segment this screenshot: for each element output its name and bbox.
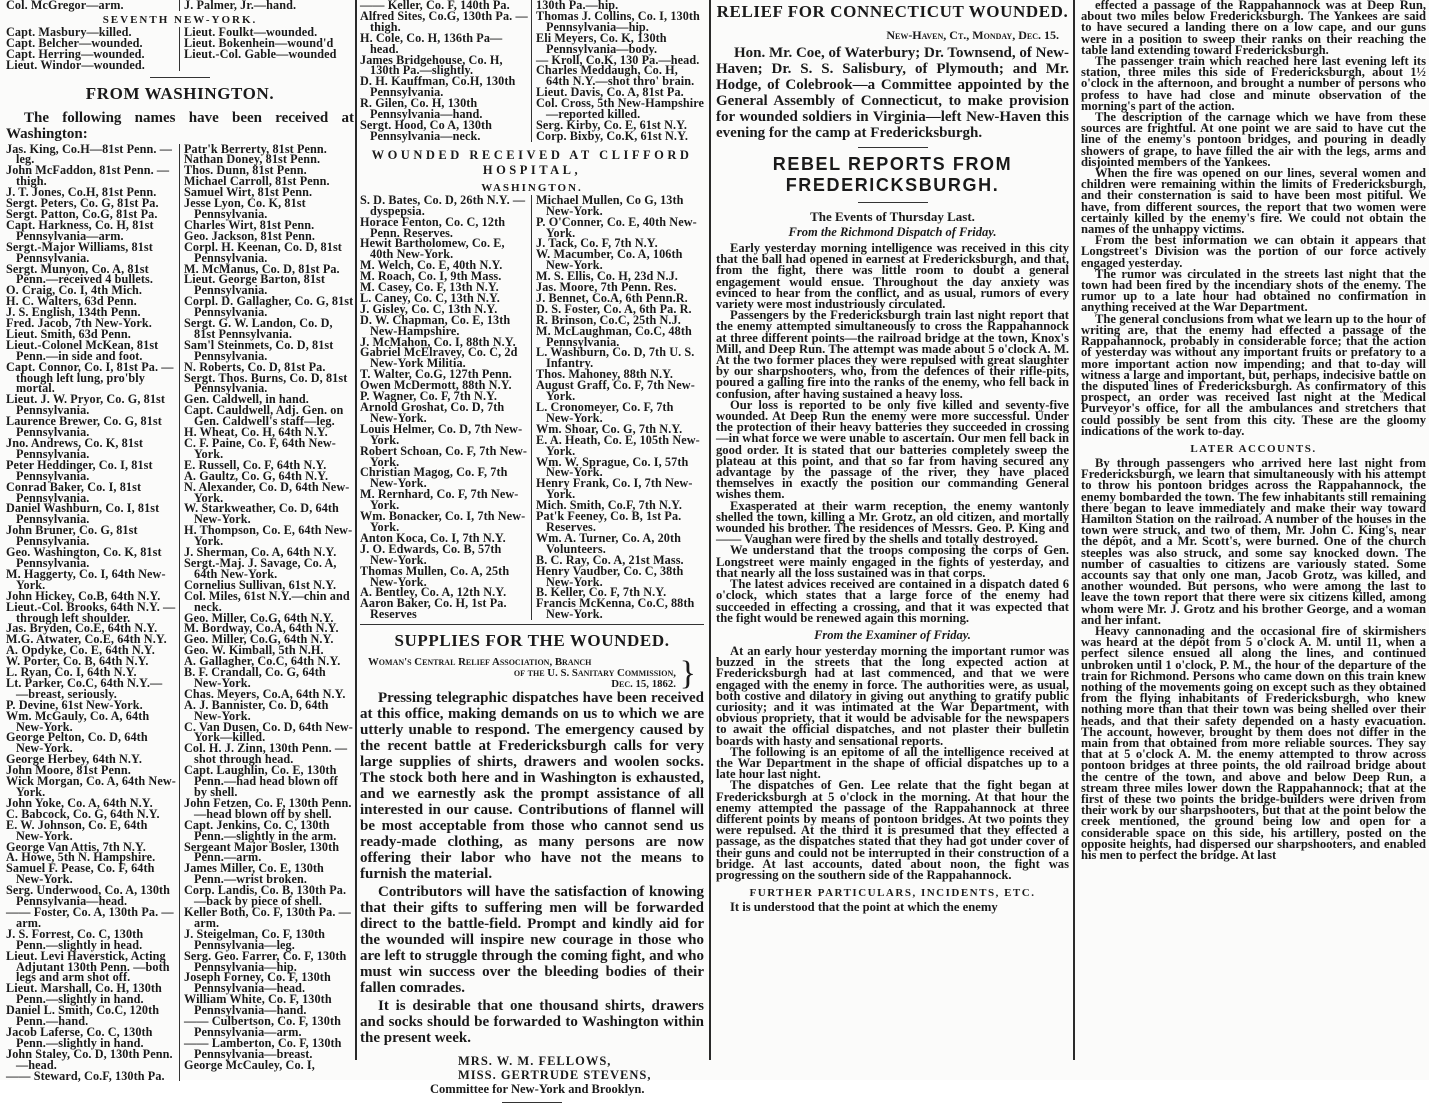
casualty-entry: Robert Schoan, Co. F, 7th New-York. xyxy=(360,443,528,469)
casualty-entry: Wm. Bonacker, Co. I, 7th New-York. xyxy=(360,509,526,534)
supplies-article xyxy=(360,624,704,1103)
casualty-entry: M. Bordway, Co.A, 64th N.Y. xyxy=(184,621,339,636)
column-rule xyxy=(355,0,357,1060)
casualty-entry: Hewit Bartholomew, Co. E, 40th New-York. xyxy=(360,236,505,262)
article-paragraph: Early yesterday morning intelligence was received in this city that the ball had opened in earnest at Fredericksburgh, and that, from the fight, there was little room to doubt a general engagement would ensue. Throughout the day anxiety was evinced to hear from the conflict, and as usual, rumors of every variety were most industriously circulated. xyxy=(716,241,1069,312)
section-heading-seventh-ny: SEVENTH NEW-YORK. xyxy=(102,13,258,26)
casualty-entry: M. McLaughman, Co.C, 48th Pennsylvania. xyxy=(536,323,692,349)
casualty-entry: L. Cronomeyer, Co. F, 7th New-York. xyxy=(536,400,674,425)
casualty-entry: Serg. Underwood, Co. A, 130th Pennsylvania—head. xyxy=(6,883,171,909)
casualty-entry: Thos. Dunn, 81st Penn. xyxy=(184,163,307,178)
article-paragraph: Contributors will have the satisfaction of knowing that their gifts to suffering men will be forwarded direct to the battle-field. Prompt and kindly aid for the wounded will inspire new courage in those who are left to struggle through the coming fight, and who must win success over the bleeding bodies of their fallen comrades. xyxy=(360,884,704,997)
casualty-entry: W. Starkweather, Co. D, 64th New-York. xyxy=(184,501,339,527)
casualty-entry: George McCauley, Co. I, xyxy=(184,1057,315,1072)
casualty-entry: John Moore, 81st Penn. xyxy=(6,763,131,778)
org-line: of the U. S. Sanitary Commission, xyxy=(513,667,676,680)
casualty-entry: Lieut.-Colonel McKean, 81st Penn.—in side and foot. xyxy=(6,337,159,363)
casualty-entry: H. Wheat, Co. H, 64th N.Y. xyxy=(184,425,328,440)
casualty-entry: Jacob Laferse, Co. C, 130th Penn.—slightly in hand. xyxy=(6,1024,153,1050)
casualty-entry: Nathan Doney, 81st Penn. xyxy=(184,152,321,167)
casualty-entry: Jno. Andrews, Co. K, 81st Pennsylvania. xyxy=(6,436,144,461)
article-paragraph: The rumor was circulated in the streets last night that the town had been fired by the incendiary shots of the enemy. The rumor up to a late hour had obtained no confirmation in anything received at the War Department. xyxy=(1081,266,1426,315)
article-paragraph: The following is an epitome of all the intelligence received at the War Department in the shape of official dispatches up to a late hour last night. xyxy=(716,744,1069,782)
casualty-entry: Col. Miles, 61st N.Y.—chin and neck. xyxy=(184,588,350,614)
casualty-entry: C. Babcock, Co. G, 64th N.Y. xyxy=(6,806,160,821)
casualty-entry: Lieut. J. W. Pryor, Co. G, 81st Pennsylvania. xyxy=(6,392,166,418)
casualty-entry: Corpl. D. Gallagher, Co. G, 81st Pennsylvania. xyxy=(184,294,354,320)
casualty-entry: P. Devine, 61st New-York. xyxy=(6,697,143,712)
casualty-entry: Aaron Baker, Co. H, 1st Pa. Reserves xyxy=(360,596,507,622)
casualty-entry: Col. Cross, 5th New-Hampshire—reported killed. xyxy=(536,96,704,122)
casualty-entry: D. W. Chapman, Co. E, 13th New-Hampshire. xyxy=(360,312,511,338)
casualty-entry: E. W. Johnson, Co. E, 64th New-York. xyxy=(6,817,148,843)
continued-casualty-list xyxy=(360,0,704,142)
casualty-entry: D. H. Kauffman, Co.H, 130th Pennsylvania. xyxy=(360,74,516,100)
casualty-entry: C. Van Dusen, Co. D, 64th New-York—killed. xyxy=(184,719,353,745)
casualty-entry: Capt. Laughlin, Co. E, 130th Penn.—had head blown off by shell. xyxy=(184,763,338,799)
casualty-entry: E. Russell, Co. F, 64th N.Y. xyxy=(184,457,327,472)
casualty-entry: J. Steigelman, Co. F, 130th Pennsylvania—leg. xyxy=(184,926,326,952)
casualty-entry: Charles Meddaugh, Co. H, 64th N.Y.—shot thro' brain. xyxy=(536,63,695,89)
article-paragraph: At an early hour yesterday morning the important rumor was buzzed in the streets that the long expected action at Fredericksburgh had at last commenced, and that we were engaged with the enemy in force. The authorities were, as usual, both costive and dilatory in giving out anything to gratify public curiosity; and it was intimated at the War Department, with obvious propriety, that it would be advisable for the newspapers to await the official dispatches, and not plaster their bulletin boards with hasty and sensational reports. xyxy=(716,643,1069,748)
later-accounts-body xyxy=(1081,455,1426,863)
article-paragraph: From the best information we can obtain it appears that Longstreet's Division was the portion of our force actively engaged yesterday. xyxy=(1081,233,1426,270)
casualty-entry: Geo. Washington, Co. K, 81st Pennsylvania. xyxy=(6,545,162,570)
casualty-entry: —— Keller, Co. F, 140th Pa. xyxy=(360,0,510,12)
column-4 xyxy=(1081,0,1426,1080)
article-paragraph: The latest advices received are contained in a dispatch dated 6 o'clock, which states that a large force of the enemy had succeeded in effecting a crossing, and that it was expected that the fight would be renewed again this morning. xyxy=(716,577,1069,625)
casualty-entry: Francis McKenna, Co.C, 88th New-York. xyxy=(536,596,695,622)
casualty-entry: Christian Magog, Co. F, 7th New-York. xyxy=(360,465,508,491)
casualty-entry: Geo. Jackson, 81st Penn. xyxy=(184,228,316,243)
article-paragraph: Our loss is reported to be only five killed and seventy-five wounded. At Deep Run the enemy were more successful. Under the protection of their heavy batteries they succeeded in crossing—in what force we were unable to ascertain. Our men fell back in good order. It is stated that our batteries completely sweep the plateau at this point, and that so far from having secured any advantage by the passage of the river, they have placed themselves in exactly the position our commanding General wishes them. xyxy=(716,397,1069,502)
signatory: MRS. W. M. FELLOWS, xyxy=(458,1054,612,1069)
section-heading-rebel-reports: REBEL REPORTS FROM FREDERICKSBURGH. xyxy=(772,154,1013,195)
casualty-entry: Samuel Wirt, 81st Penn. xyxy=(184,185,313,200)
casualty-entry: B. F. Crandall, Co. G, 64th New-York. xyxy=(184,665,326,690)
casualty-entry: —— Culbertson, Co. F, 130th Pennsylvania—arm. xyxy=(184,1014,341,1039)
casualty-entry: M.G. Atwater, Co.E, 64th N.Y. xyxy=(6,632,167,647)
casualty-entry: John Fetzen, Co. F, 130th Penn.—head blown off by shell. xyxy=(184,795,352,821)
casualty-entry: Joseph Forney, Co. F, 130th Pennsylvania—head. xyxy=(184,970,331,996)
examiner-body xyxy=(716,643,1069,882)
casualty-entry: Capt. Belcher—wounded. xyxy=(6,35,143,50)
richmond-dispatch-body xyxy=(716,243,1069,624)
casualty-entry: Laurence Brewer, Co. G, 81st Pennsylvania. xyxy=(6,414,162,440)
casualty-entry: Jesse Lyon, Co. K, 81st Pennsylvania. xyxy=(184,196,306,221)
casualty-entry: John Yoke, Co. A, 64th N.Y. xyxy=(6,795,153,810)
casualty-entry: Geo. Miller, Co.G, 64th N.Y. xyxy=(184,610,334,625)
casualty-entry: P. O'Conner, Co. E, 40th New-York. xyxy=(536,214,697,240)
casualty-entry: M. Welch, Co. E, 40th N.Y. xyxy=(360,258,503,273)
section-heading-from-washington: FROM WASHINGTON. xyxy=(85,83,275,103)
connecticut-dateline: New-Haven, Ct., Monday, Dec. 15. xyxy=(886,28,1059,42)
casualty-entry: C. F. Paine, Co. F, 64th New-York. xyxy=(184,436,336,461)
casualty-entry: Geo. W. Kimball, 5th N.H. xyxy=(184,643,324,658)
casualty-entry: A. Gaultz, Co. G, 64th N.Y. xyxy=(184,468,329,483)
article-paragraph: Exasperated at their warm reception, the enemy wantonly shelled the town, killing a Mr. Grotz, an old citizen, and mortally wounded his brother. The residences of Messrs. Geo. P. King and —— Vaughan were fired by the shells and totally destroyed. xyxy=(716,498,1069,547)
casualty-entry: Lieut.-Col. Gable—wounded xyxy=(184,46,337,61)
casualty-entry: E. A. Heath, Co. E, 105th New-York. xyxy=(536,432,700,458)
casualty-entry: Sergt.-Major Williams, 81st Pennsylvania. xyxy=(6,239,153,265)
casualty-entry: Lieut. Smith, 63d Penn. xyxy=(6,326,131,341)
casualty-entry: M. McManus, Co. D, 81st Pa. xyxy=(184,261,340,276)
casualty-entry: Louis Helmer, Co. D, 7th New-York. xyxy=(360,421,523,447)
casualty-entry: J. McMahon, Co. I, 88th N.Y. xyxy=(360,334,516,349)
casualty-entry: A. Opdyke, Co. E, 64th N.Y. xyxy=(6,643,155,658)
casualty-entry: Sergt. Peters, Co. G, 81st Pa. xyxy=(6,196,159,211)
casualty-entry: Conrad Baker, Co. I, 81st Pennsylvania. xyxy=(6,479,142,505)
casualty-entry: Sergt. Hood, Co A, 130th Pennsylvania—neck. xyxy=(360,117,493,143)
article-paragraph: The dispatches of Gen. Lee relate that the fight began at Fredericksburgh at 5 o'clock in the morning. At that hour the enemy attempted the passage of the Rappahannock at three different points by means of pontoon bridges. At two points they were repulsed. At the third it is presumed that they effected a passage, as the dispatches stated that they had got under cover of their guns and could not be interrupted in their construction of a bridge. At last accounts, dated about noon, the fight was progressing on the southern side of the Rappahannock. xyxy=(716,778,1069,882)
casualty-entry: Sergt. Patton, Co.G, 81st Pa. xyxy=(6,206,158,221)
rebel-subheading: The Events of Thursday Last. xyxy=(810,209,975,224)
casualty-entry: Lieut. Windor—wounded. xyxy=(6,57,145,72)
section-heading-clifford-hospital: WOUNDED RECEIVED AT CLIFFORD HOSPITAL, xyxy=(371,147,693,177)
article-paragraph: The description of the carnage which we have from these sources are frightful. At one point we are said to have cut the line of the enemy's pontoon bridges, and pouring in deadly showers of grape, to have filled the air with the legs, arms and disjointed members of the Yankees. xyxy=(1081,110,1426,169)
casualty-entry: Geo. Miller, Co.G, 64th N.Y. xyxy=(184,632,334,647)
casualty-entry: M. Casey, Co. F, 13th N.Y. xyxy=(360,280,499,295)
casualty-entry: Serg. Kirby, Co. E, 61st N.Y. xyxy=(536,117,688,132)
casualty-entry: Col. H. J. Zinn, 130th Penn. —shot through head. xyxy=(184,741,348,767)
section-heading-further-particulars: FURTHER PARTICULARS, INCIDENTS, ETC. xyxy=(749,887,1036,900)
casualty-entry: Wick Morgan, Co. A, 64th New-York. xyxy=(6,774,176,799)
casualty-entry: Lieut. George Barton, 81st Pennsylvania. xyxy=(184,272,326,298)
article-paragraph: It is desirable that one thousand shirts, drawers and socks should be forwarded to Washington within the present week. xyxy=(360,998,704,1047)
washington-intro: The following names have been received at Washington: xyxy=(6,109,354,142)
casualty-entry: Gen. Caldwell, in hand. xyxy=(184,392,309,407)
casualty-entry: P. Wagner, Co. F, 7th N.Y. xyxy=(360,389,498,404)
section-heading-connecticut: RELIEF FOR CONNECTICUT WOUNDED. xyxy=(716,2,1069,21)
casualty-entry: Fred. Jacob, 7th New-York. xyxy=(6,316,152,331)
casualty-entry: 130th Pa.—hip. xyxy=(536,0,619,12)
casualty-entry: Lieut. Foulkt—wounded. xyxy=(184,24,318,39)
column-1 xyxy=(6,0,354,1083)
casualty-entry: B. C. Ray, Co. A, 21st Mass. xyxy=(536,552,684,567)
casualty-entry: Corp. Bixby, Co.K, 61st N.Y. xyxy=(536,128,689,143)
casualty-entry: Corpl. H. Keenan, Co. D, 81st Pennsylvania. xyxy=(184,239,342,265)
supplies-org-header xyxy=(360,655,704,693)
casualty-entry: J. S. English, 134th Penn. xyxy=(6,305,141,320)
section-divider xyxy=(858,202,928,203)
further-particulars-body: It is understood that the point at which the enemy xyxy=(730,900,998,915)
casualty-list-right xyxy=(180,0,354,11)
connecticut-body: Hon. Mr. Coe, of Waterbury; Dr. Townsend, of New-Haven; Dr. S. S. Salisbury, of Plymouth; and Mr. Hodge, of Colebrook—a Committee appointed by the General Assembly of Connecticut, to make provision for wounded soldiers in Virginia—left New-Haven this evening for the camp at Fredericksburgh. xyxy=(716,45,1069,141)
casualty-entry: Wm. W. Sprague, Co. I, 57th New-York. xyxy=(536,454,689,480)
casualty-entry: Jas. Bryden, Co.E, 64th N.Y. xyxy=(6,621,158,636)
column-rule xyxy=(1073,0,1075,1060)
casualty-entry: S. D. Bates, Co. D, 26th N.Y. —dyspepsia. xyxy=(360,192,526,218)
article-paragraph: Passengers by the Fredericksburgh train last night report that the enemy attempted simultaneously to cross the Rappahannock at three different points—the railroad bridge at the town, Knox's Mill, and Deep Run. The attempt was made about 5 o'clock A. M. At the two former places they were repulsed with great slaughter by our sharpshooters, who, from the defences of their rifle-pits, poured a galling fire into the ranks of the enemy, who fell back in confusion, after having sustained a heavy loss. xyxy=(716,308,1069,401)
casualty-entry: Col. McGregor—arm. xyxy=(6,0,124,12)
brace-icon: } xyxy=(679,655,696,693)
casualty-entry: Alfred Sites, Co.G, 130th Pa. —thigh. xyxy=(360,8,528,34)
section-heading-supplies: SUPPLIES FOR THE WOUNDED. xyxy=(394,631,670,651)
casualty-entry: John Staley, Co. D, 130th Penn.—head. xyxy=(6,1046,173,1072)
casualty-entry: J. S. Forrest, Co. C, 130th Penn.—slightly in head. xyxy=(6,926,144,952)
casualty-entry: —— Foster, Co. A, 130th Pa. —arm. xyxy=(6,904,174,930)
casualty-list-left xyxy=(360,192,532,622)
casualty-entry: Lieut. Levi Haverstick, Acting Adjutant 130th Penn. —both legs and arm shot off. xyxy=(6,948,170,985)
casualty-entry: George Herbey, 64th N.Y. xyxy=(6,752,142,767)
casualty-entry: M. Haggerty, Co. I, 64th New-York. xyxy=(6,566,166,592)
casualty-entry: Patr'k Berrerty, 81st Penn. xyxy=(184,141,327,156)
casualty-entry: Chas. Meyers, Co.A, 64th N.Y. xyxy=(184,686,346,701)
section-divider xyxy=(858,147,928,148)
casualty-list-left xyxy=(360,0,532,142)
casualty-entry: D. S. Foster, Co. A, 6th Pa. R. xyxy=(536,301,692,316)
casualty-entry: H. Thompson, Co. E, 64th New-York. xyxy=(184,523,353,549)
source-examiner: From the Examiner of Friday. xyxy=(814,627,971,642)
signature-block xyxy=(360,1054,704,1096)
casualty-entry: R. Brinson, Co.C, 25th N.J. xyxy=(536,312,681,327)
casualty-entry: Jas. King, Co.H—81st Penn. —leg. xyxy=(6,141,172,167)
casualty-entry: James Miller, Co. E, 130th Penn.—wrist broken. xyxy=(184,861,324,887)
casualty-entry: Sergt. Munyon, Co. A, 81st Penn.—received 4 bullets. xyxy=(6,261,154,287)
casualty-entry: Daniel Washburn, Co. I, 81st Pennsylvania. xyxy=(6,501,160,527)
casualty-entry: James Bridgehouse, Co. H, 130th Pa.—slightly. xyxy=(360,52,503,78)
article-paragraph: When the fire was opened on our lines, several women and children were remaining within the limits of Fredericksburgh, and their consternation is said to have been most pitiful. We have, from different sources, the report that two women were certainly killed by the enemy's fire. We could not obtain the names of the unhappy victims. xyxy=(1081,166,1426,237)
section-heading-later-accounts: LATER ACCOUNTS. xyxy=(1190,442,1317,455)
casualty-entry: N. Alexander, Co. D, 64th New-York. xyxy=(184,479,350,505)
casualty-entry: Arnold Groshat, Co. D, 7th New-York. xyxy=(360,400,505,425)
casualty-entry: Henry Vaudber, Co. C, 38th New-York. xyxy=(536,563,684,589)
casualty-entry: Sergeant Major Bosler, 130th Penn.—arm. xyxy=(184,839,340,865)
casualty-entry: Michael Carroll, 81st Penn. xyxy=(184,174,330,189)
casualty-entry: N. Roberts, Co. D, 81st Pa. xyxy=(184,359,326,374)
article-paragraph: Heavy cannonading and the occasional fire of skirmishers was heard at the dépôt from 5 o'clock A. M. until 11, when a perfect silence ensued all along the lines, and continued unbroken until 1 o'clock, P. M., the hour of the departure of the train for Richmond. Persons who came down on this train knew nothing of the movements going on except such as they obtained from the flying inhabitants of Fredericksburgh, who knew nothing more than that their town was being shelled over their heads, and that their safety depended on a hasty evacuation. The account, however, brought by them does not differ in the main from that obtained from more reliable sources. They say that at 5 o'clock A. M. the enemy attempted to throw across pontoon bridges at three points, the old railroad bridge about the centre of the town, and above and below Deep Run, a stream three miles lower down the Rappahannock; that at the first of these two points the bridge-builders were driven from their work by our sharpshooters, but that at the point below the creek mentioned, the ground being low and open for a considerable space on this side, his artillery, posted on the opposite heights, had dispersed our sharpshooters, and enabled his men to perfect the bridge. At last xyxy=(1081,623,1426,863)
casualty-entry: Pat'k Feeney, Co. B, 1st Pa. Reserves. xyxy=(536,509,682,534)
casualty-entry: John McFaddon, 81st Penn. —thigh. xyxy=(6,163,170,189)
casualty-entry: J. O. Edwards, Co. B, 57th New-York. xyxy=(360,541,502,567)
casualty-entry: Wm. McGauly, Co. A, 64th New-York. xyxy=(6,708,150,734)
clifford-casualty-list xyxy=(360,192,704,622)
casualty-entry: A. Gallagher, Co.C, 64th N.Y. xyxy=(184,654,341,669)
casualty-list-left xyxy=(6,24,180,72)
article-paragraph: The general conclusions from what we learn up to the hour of writing are, that the enemy had effected a passage of the Rappahannock, probably in considerable force; that the action of yesterday was without any important fruits or prefatory to a more important action now impending; and that to-day will witness a large and important, but, perhaps, indecisive battle on the disputed lines of Fredericksburgh. As confirmatory of this prospect, an order was received last night at the Medical Purveyor's office, for all the ambulances and stretchers that could possibly be sent from this city. These are the gloomy indications of the work to-day. xyxy=(1081,311,1426,438)
signatory: MISS. GERTRUDE STEVENS, xyxy=(458,1068,652,1083)
casualty-entry: Keller Both, Co. F, 130th Pa. —arm. xyxy=(184,904,351,930)
casualty-entry: L. Washburn, Co. D, 7th U. S. Infantry. xyxy=(536,345,695,371)
casualty-entry: Lieut. Bokenhein—wound'd xyxy=(184,35,334,50)
casualty-entry: M. Rernhard, Co. F, 7th New-York. xyxy=(360,487,519,513)
casualty-entry: Corp. Landis, Co. B, 130th Pa.—back by piece of shell. xyxy=(184,883,347,909)
casualty-entry: Serg. Geo. Farrer, Co. F, 130th Pennsylvania—hip. xyxy=(184,948,347,974)
casualty-entry: Lieut. Davis, Co. A, 81st Pa. xyxy=(536,85,684,100)
casualty-entry: W. Porter, Co. B, 64th N.Y. xyxy=(6,654,149,669)
casualty-entry: J. T. Jones, Co.H, 81st Penn. xyxy=(6,185,157,200)
org-line: Woman's Central Relief Association, Branch xyxy=(368,656,592,669)
casualty-entry: A. Bentley, Co. A, 12th N.Y. xyxy=(360,585,507,600)
casualty-entry: Owen McDermott, 88th N.Y. xyxy=(360,378,512,393)
casualty-entry: Capt. Cauldwell, Adj. Gen. on Gen. Caldwell's staff—leg. xyxy=(184,403,344,429)
casualty-entry: A. Howe, 5th N. Hampshire. xyxy=(6,850,156,865)
casualty-entry: Thomas Mullen, Co. A, 25th New-York. xyxy=(360,563,510,589)
article-paragraph: By through passengers who arrived here last night from Fredericksburgh, we learn that simultaneously with his attempt to throw his pontoon bridges across the Rappahannock, the enemy bombarded the town. The few inhabitants still remaining there began to leave immediately and make their way toward Hamilton Station on the railroad. A number of the houses in the town were struck, and two of them, Mr. John C. King's, near the dépôt, and a Mr. Scott's, were burned. One of the church steeples was also struck, and some say knocked down. The number of casualties to citizens are variously stated. Some accounts say that only one man, Jacob Grotz, was killed, and another wounded. But persons, who were among the last to leave the town report that there were six citizens killed, among whom were Mr. J. Grotz and his brother George, and a woman and her infant. xyxy=(1081,455,1426,627)
casualty-pair-top xyxy=(6,0,354,11)
casualty-entry: Sam'l Steinmets, Co. D, 81st Pennsylvania. xyxy=(184,337,334,363)
casualty-entry: — Kroll, Co.K, 130 Pa.—head. xyxy=(536,52,700,67)
supplies-body xyxy=(360,690,704,1046)
casualty-entry: Capt. Connor, Co. I, 81st Pa. —though left lung, pro'bly mortal. xyxy=(6,359,174,396)
casualty-entry: Capt. Harkness, Co. H, 81st Pennsylvania—arm. xyxy=(6,217,154,243)
section-divider xyxy=(150,77,210,78)
casualty-entry: W. Macumber, Co. A, 106th New-York. xyxy=(536,247,683,273)
casualty-entry: L. Caney, Co. C, 13th N.Y. xyxy=(360,290,500,305)
casualty-entry: M. Roach, Co. I, 9th Mass. xyxy=(360,269,502,284)
casualty-entry: Thomas J. Collins, Co. I, 130th Pennsylvania—hip. xyxy=(536,8,700,34)
continued-body xyxy=(1081,0,1426,437)
casualty-entry: Sergt. Thos. Burns, Co. D, 81st Pennsylvania. xyxy=(184,370,348,396)
casualty-entry: —— Steward, Co.F, 130th Pa. xyxy=(6,1068,165,1083)
casualty-entry: Lieut.-Col. Brooks, 64th N.Y. —through left shoulder. xyxy=(6,599,176,625)
casualty-entry: Thos. Mahoney, 88th N.Y. xyxy=(536,367,674,382)
article-paragraph: effected a passage of the Rappahannock was at Deep Run, about two miles below Fredericksburgh. The Yankees are said to have secured a landing there on a low cape, and our guns were in a position to sweep their ranks on their reaching the table land extending toward Fredericksburgh. xyxy=(1081,0,1426,57)
casualty-list-left xyxy=(6,141,180,1083)
casualty-entry: Wm. A. Turner, Co. A, 20th Volunteers. xyxy=(536,530,682,556)
casualty-entry: Capt. Jenkins, Co. C, 130th Penn.—slightly in the arm. xyxy=(184,817,337,843)
casualty-entry: John Bruner, Co. G, 81st Pennsylvania. xyxy=(6,523,138,549)
casualty-entry: O. Craig, Co. I, 4th Mich. xyxy=(6,283,142,298)
casualty-entry: H. C. Walters, 63d Penn. xyxy=(6,294,137,309)
seventh-ny-list xyxy=(6,24,354,72)
article-paragraph: Pressing telegraphic dispatches have been received at this office, making demands on us to which we are utterly unable to respond. The emergency caused by the recent battle at Fredericksburgh calls for very large supplies of shirts, drawers and woolen socks. The stock both here and in Washington is exhausted, and we earnestly ask the prompt assistance of all interested in our cause. Contributions of flannel will be most acceptable from those who cannot send us ready-made clothing, as many persons are now offering their labor who have not the means to furnish the material. xyxy=(360,690,704,883)
column-2 xyxy=(360,0,704,1097)
section-subheading-washington: WASHINGTON. xyxy=(481,181,583,194)
org-dateline: Dec. 15, 1862. xyxy=(611,678,676,691)
casualty-entry: John Hickey, Co.B, 64th N.Y. xyxy=(6,588,161,603)
casualty-entry: J. Gisley, Co. C, 13th N.Y. xyxy=(360,301,498,316)
casualty-entry: B. Keller, Co. F, 7th N.Y. xyxy=(536,585,667,600)
casualty-entry: George Pelton, Co. D, 64th New-York. xyxy=(6,730,148,756)
casualty-list-right xyxy=(532,192,704,622)
casualty-entry: J. Sherman, Co. A, 64th N.Y. xyxy=(184,545,337,560)
casualty-entry: J. Bennet, Co.A, 6th Penn.R. xyxy=(536,290,688,305)
casualty-entry: Sergt. G. W. Landon, Co. D, 81st Pennsylvania. xyxy=(184,316,333,341)
article-paragraph: We understand that the troops composing the corps of Gen. Longstreet were mainly engaged in the fights of yesterday, and that nearly all the loss sustained was in that corps. xyxy=(716,543,1069,580)
casualty-entry: Lt. Parker, Co.C, 64th N.Y.— —breast, seriously. xyxy=(6,675,163,701)
column-3 xyxy=(716,0,1069,1080)
casualty-entry: J. Palmer, Jr.—hand. xyxy=(184,0,297,12)
casualty-entry: Sergt.-Maj. J. Savage, Co. A, 64th New-York. xyxy=(184,555,337,581)
casualty-entry: Samuel F. Pease, Co. F, 64th New-York. xyxy=(6,861,155,887)
casualty-entry: R. Gilen, Co. H, 130th Pennsylvania—hand. xyxy=(360,96,483,122)
casualty-entry: Peter Heddinger, Co. I, 81st Pennsylvania. xyxy=(6,457,153,483)
casualty-entry: —— Lamberton, Co. F, 130th Pennsylvania—breast. xyxy=(184,1035,342,1061)
casualty-entry: M. S. Ellis, Co. H, 23d N.J. xyxy=(536,269,678,284)
casualty-entry: Capt. Masbury—killed. xyxy=(6,24,132,39)
casualty-entry: Horace Fenton, Co. C, 12th Penn. Reserves. xyxy=(360,214,506,240)
casualty-entry: Mich. Smith, Co.F, 7th N.Y. xyxy=(536,498,683,513)
column-rule xyxy=(709,0,711,1060)
casualty-entry: Daniel L. Smith, Co.C, 120th Penn.—hand. xyxy=(6,1003,160,1029)
casualty-list-right xyxy=(180,141,354,1082)
washington-casualty-list xyxy=(6,141,354,1083)
casualty-entry: George Van Attis, 7th N.Y. xyxy=(6,839,146,854)
casualty-entry: Eli Meyers, Co. K, 130th Pennsylvania—body. xyxy=(536,30,667,56)
casualty-entry: Anton Koca, Co. I, 7th N.Y. xyxy=(360,530,506,545)
casualty-entry: August Graff, Co. F, 7th New-York. xyxy=(536,378,695,404)
casualty-entry: Gabriel McElravey, Co. C, 2d New-York Militia. xyxy=(360,345,518,371)
casualty-list-left xyxy=(6,0,180,11)
casualty-entry: T. Walter, Co.G, 127th Penn. xyxy=(360,367,512,382)
casualty-entry: Lieut. Marshall, Co. H, 130th Penn.—slightly in hand. xyxy=(6,981,162,1007)
article-paragraph: The passenger train which reached here last evening left its station, three miles this side of Fredericksburgh, about 1½ o'clock in the afternoon, and brought a number of persons who profess to have had close and minute observation of the morning's part of the action. xyxy=(1081,54,1426,113)
casualty-entry: A. J. Bannister, Co. D, 64th New-York. xyxy=(184,697,329,723)
casualty-entry: L. Ryan, Co. I, 64th N.Y. xyxy=(6,665,137,680)
casualty-entry: Wm. Shoar, Co. G, 7th N.Y. xyxy=(536,421,683,436)
casualty-entry: Jas. Moore, 7th Penn. Res. xyxy=(536,280,677,295)
casualty-entry: Charles Wirt, 81st Penn. xyxy=(184,217,315,232)
casualty-entry: Capt. Herring—wounded. xyxy=(6,46,145,61)
committee-name: Committee for New-York and Brooklyn. xyxy=(430,1082,645,1097)
casualty-entry: Henry Frank, Co. I, 7th New-York. xyxy=(536,476,693,502)
source-richmond-dispatch: From the Richmond Dispatch of Friday. xyxy=(788,225,997,239)
casualty-entry: J. Tack, Co. F, 7th N.Y. xyxy=(536,236,658,251)
casualty-entry: Michael Mullen, Co G, 13th New-York. xyxy=(536,192,684,218)
casualty-list-right xyxy=(532,0,704,142)
casualty-entry: Cornelius Sullivan, 61st N.Y. xyxy=(184,577,337,592)
casualty-list-right xyxy=(180,24,354,71)
casualty-entry: H. Cole, Co. H, 136th Pa— head. xyxy=(360,30,503,56)
casualty-entry: William White, Co. F, 130th Pennsylvania—hand. xyxy=(184,992,332,1018)
